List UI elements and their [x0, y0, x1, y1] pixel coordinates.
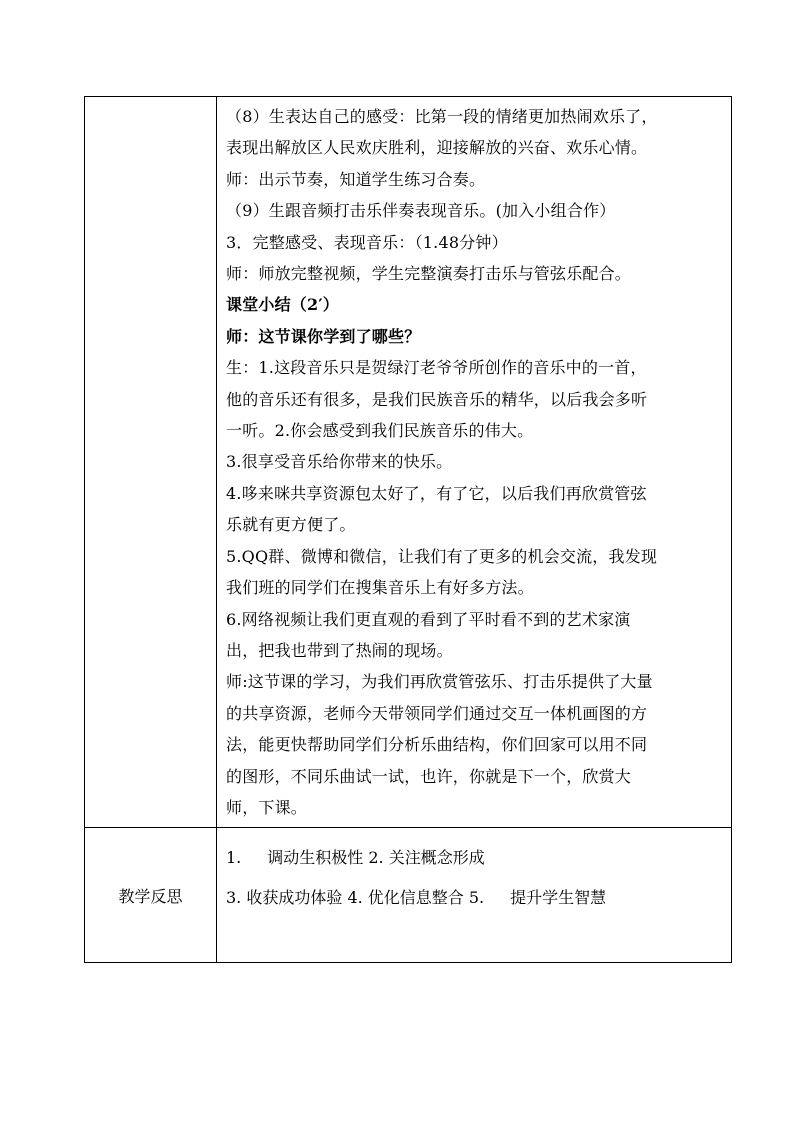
- lesson-line: 一听。2.你会感受到我们民族音乐的伟大。: [226, 421, 534, 441]
- lesson-line: 的共享资源，老师今天带领同学们通过交互一体机画图的方: [226, 703, 648, 723]
- reflection-row: [85, 828, 732, 963]
- lesson-line: 法，能更快帮助同学们分析乐曲结构，你们回家可以用不同: [226, 735, 648, 755]
- lesson-line: 课堂小结（2′）: [226, 295, 339, 315]
- reflection-content-cell: [217, 828, 732, 963]
- lesson-line: 5.QQ群、微博和微信，让我们有了更多的机会交流，我发现: [226, 546, 658, 566]
- lesson-line: 他的音乐还有很多，是我们民族音乐的精华，以后我会多听: [226, 389, 648, 409]
- reflection-items-text: 3. 收获成功体验 4. 优化信息整合 5.: [226, 888, 485, 908]
- lesson-text-block: [226, 101, 723, 823]
- lesson-line: （8）生表达自己的感受：比第一段的情绪更加热闹欢乐了，: [226, 107, 658, 126]
- process-row: [85, 97, 732, 828]
- lesson-line: 4.哆来咪共享资源包太好了，有了它，以后我们再欣赏管弦: [226, 483, 647, 503]
- lesson-line: 3．完整感受、表现音乐：（1.48分钟）: [226, 232, 508, 252]
- lesson-line: 我们班的同学们在搜集音乐上有好多方法。: [226, 578, 534, 598]
- lesson-line: 生：1.这段音乐只是贺绿汀老爷爷所创作的音乐中的一首，: [226, 358, 647, 378]
- reflection-items-text: 调动生积极性 2. 关注概念形成: [267, 848, 485, 868]
- lesson-line: 师：这节课你学到了哪些？: [226, 326, 421, 346]
- lesson-plan-table: [84, 96, 732, 963]
- reflection-line-1: [226, 838, 723, 878]
- empty-label-cell: [85, 97, 217, 828]
- reflection-items-text: 提升学生智慧: [510, 888, 607, 908]
- lesson-line: 师，下课。: [226, 797, 308, 817]
- reflection-item-number: 1.: [226, 848, 242, 868]
- lesson-line: 乐就有更方便了。: [226, 515, 356, 535]
- lesson-line: 6.网络视频让我们更直观的看到了平时看不到的艺术家演: [226, 609, 631, 629]
- lesson-line: （9）生跟音频打击乐伴奏表现音乐。(加入小组合作）: [226, 201, 616, 221]
- lesson-line: 师：师放完整视频，学生完整演奏打击乐与管弦乐配合。: [226, 264, 632, 284]
- lesson-line: 师:这节课的学习，为我们再欣赏管弦乐、打击乐提供了大量: [226, 672, 653, 692]
- reflection-line-2: [226, 878, 723, 918]
- reflection-label: 教学反思: [85, 828, 217, 963]
- lesson-line: 表现出解放区人民欢庆胜利，迎接解放的兴奋、欢乐心情。: [226, 138, 648, 158]
- lesson-line: 3.很享受音乐给你带来的快乐。: [226, 452, 453, 472]
- lesson-line: 的图形，不同乐曲试一试，也许，你就是下一个，欣赏大: [226, 766, 632, 786]
- process-content-cell: [217, 97, 732, 828]
- lesson-line: 师：出示节奏，知道学生练习合奏。: [226, 169, 486, 189]
- lesson-line: 出，把我也带到了热闹的现场。: [226, 640, 453, 660]
